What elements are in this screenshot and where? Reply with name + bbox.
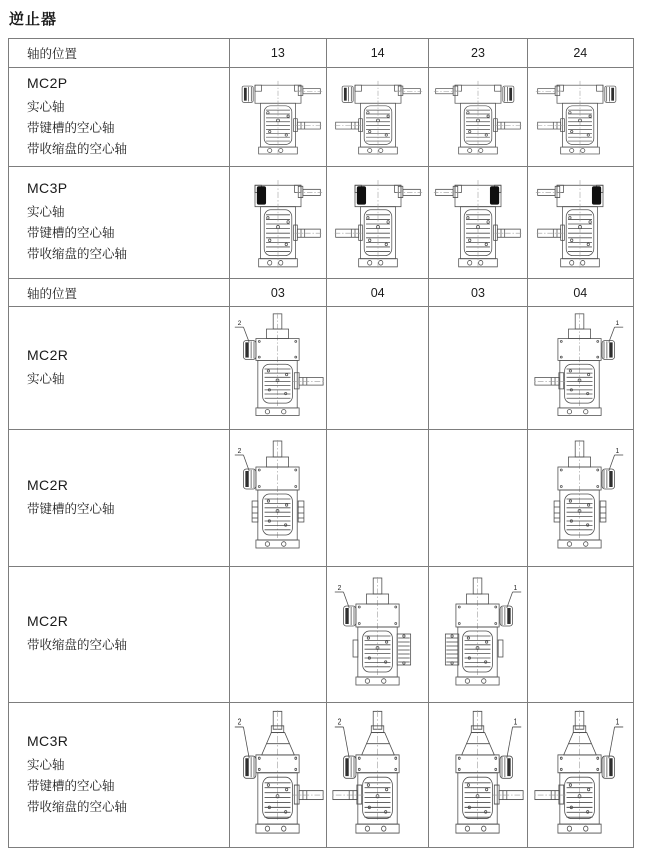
position-code: 04 (527, 279, 633, 307)
drawing-cell (429, 567, 527, 703)
model-variant: 实心轴 (27, 205, 65, 219)
gearbox-diagram (232, 172, 324, 274)
svg-text:1: 1 (513, 584, 518, 592)
model-row (9, 703, 634, 848)
gearbox-diagram (230, 311, 326, 425)
drawing-cell (527, 703, 633, 848)
gearbox-diagram (534, 172, 626, 274)
svg-text:1: 1 (513, 717, 518, 727)
svg-text:2: 2 (237, 717, 242, 727)
drawing-cell (429, 167, 527, 279)
model-variant: 带收缩盘的空心轴 (27, 247, 128, 261)
backstop-position-table (8, 38, 634, 848)
model-variant: 实心轴 (27, 371, 65, 386)
drawing-cell (527, 68, 633, 167)
position-code: 13 (229, 39, 326, 68)
model-cell (9, 430, 230, 567)
svg-text:1: 1 (615, 320, 620, 328)
position-code: 23 (429, 39, 527, 68)
model-row (9, 567, 634, 703)
model-name: MC3P (27, 180, 68, 196)
position-code: 14 (327, 39, 429, 68)
gearbox-diagram (232, 74, 324, 160)
shaft-position-header-row (9, 279, 634, 307)
gearbox-diagram (332, 74, 424, 160)
model-variant: 带键槽的空心轴 (27, 501, 115, 516)
shaft-position-label: 轴的位置 (9, 39, 230, 68)
gearbox-diagram (432, 74, 524, 160)
model-row (9, 430, 634, 567)
model-name: MC2R (27, 613, 69, 629)
position-code: 03 (229, 279, 326, 307)
svg-text:2: 2 (237, 447, 242, 456)
svg-text:1: 1 (615, 447, 620, 456)
svg-text:2: 2 (337, 584, 342, 592)
empty-cell (327, 430, 429, 567)
svg-text:1: 1 (615, 717, 620, 727)
drawing-cell (527, 167, 633, 279)
empty-cell (327, 307, 429, 430)
drawing-cell (229, 307, 326, 430)
model-row (9, 68, 634, 167)
gearbox-diagram (230, 708, 326, 842)
gearbox-diagram (430, 708, 526, 842)
model-row (9, 167, 634, 279)
empty-cell (429, 307, 527, 430)
drawing-cell (327, 703, 429, 848)
position-code: 24 (527, 39, 633, 68)
model-variant: 实心轴 (27, 757, 65, 772)
gearbox-diagram (532, 708, 628, 842)
model-variant: 带键槽的空心轴 (27, 226, 115, 240)
gearbox-diagram (534, 74, 626, 160)
shaft-position-label: 轴的位置 (9, 279, 230, 307)
drawing-cell (429, 68, 527, 167)
model-variant: 带键槽的空心轴 (27, 778, 115, 793)
model-name: MC3R (27, 732, 69, 749)
model-cell (9, 307, 230, 430)
gearbox-diagram (230, 438, 326, 558)
drawing-cell (527, 307, 633, 430)
model-variant: 实心轴 (27, 99, 65, 114)
shaft-position-header-row (9, 39, 634, 68)
model-name: MC2R (27, 346, 69, 363)
model-variant: 带键槽的空心轴 (27, 120, 115, 135)
gearbox-diagram (532, 438, 628, 558)
model-name: MC2R (27, 476, 69, 493)
drawing-cell (229, 68, 326, 167)
drawing-cell (527, 430, 633, 567)
gearbox-diagram (532, 311, 628, 425)
svg-text:2: 2 (237, 320, 242, 328)
model-cell (9, 167, 230, 279)
model-cell (9, 703, 230, 848)
model-variant: 带收缩盘的空心轴 (27, 638, 128, 652)
drawing-cell (229, 430, 326, 567)
model-variant: 带收缩盘的空心轴 (27, 141, 128, 156)
empty-cell (527, 567, 633, 703)
gearbox-diagram (332, 172, 424, 274)
model-row (9, 307, 634, 430)
gearbox-diagram (330, 575, 426, 695)
model-name: MC2P (27, 74, 68, 91)
gearbox-diagram (430, 575, 526, 695)
drawing-cell (229, 703, 326, 848)
position-code: 03 (429, 279, 527, 307)
page-title: 逆止器 (9, 11, 58, 28)
position-code: 04 (327, 279, 429, 307)
drawing-cell (229, 167, 326, 279)
svg-text:2: 2 (337, 717, 342, 727)
model-cell (9, 567, 230, 703)
empty-cell (429, 430, 527, 567)
model-cell (9, 68, 230, 167)
drawing-cell (327, 68, 429, 167)
drawing-cell (429, 703, 527, 848)
model-variant: 带收缩盘的空心轴 (27, 799, 128, 814)
gearbox-diagram (330, 708, 426, 842)
empty-cell (229, 567, 326, 703)
gearbox-diagram (432, 172, 524, 274)
drawing-cell (327, 567, 429, 703)
drawing-cell (327, 167, 429, 279)
